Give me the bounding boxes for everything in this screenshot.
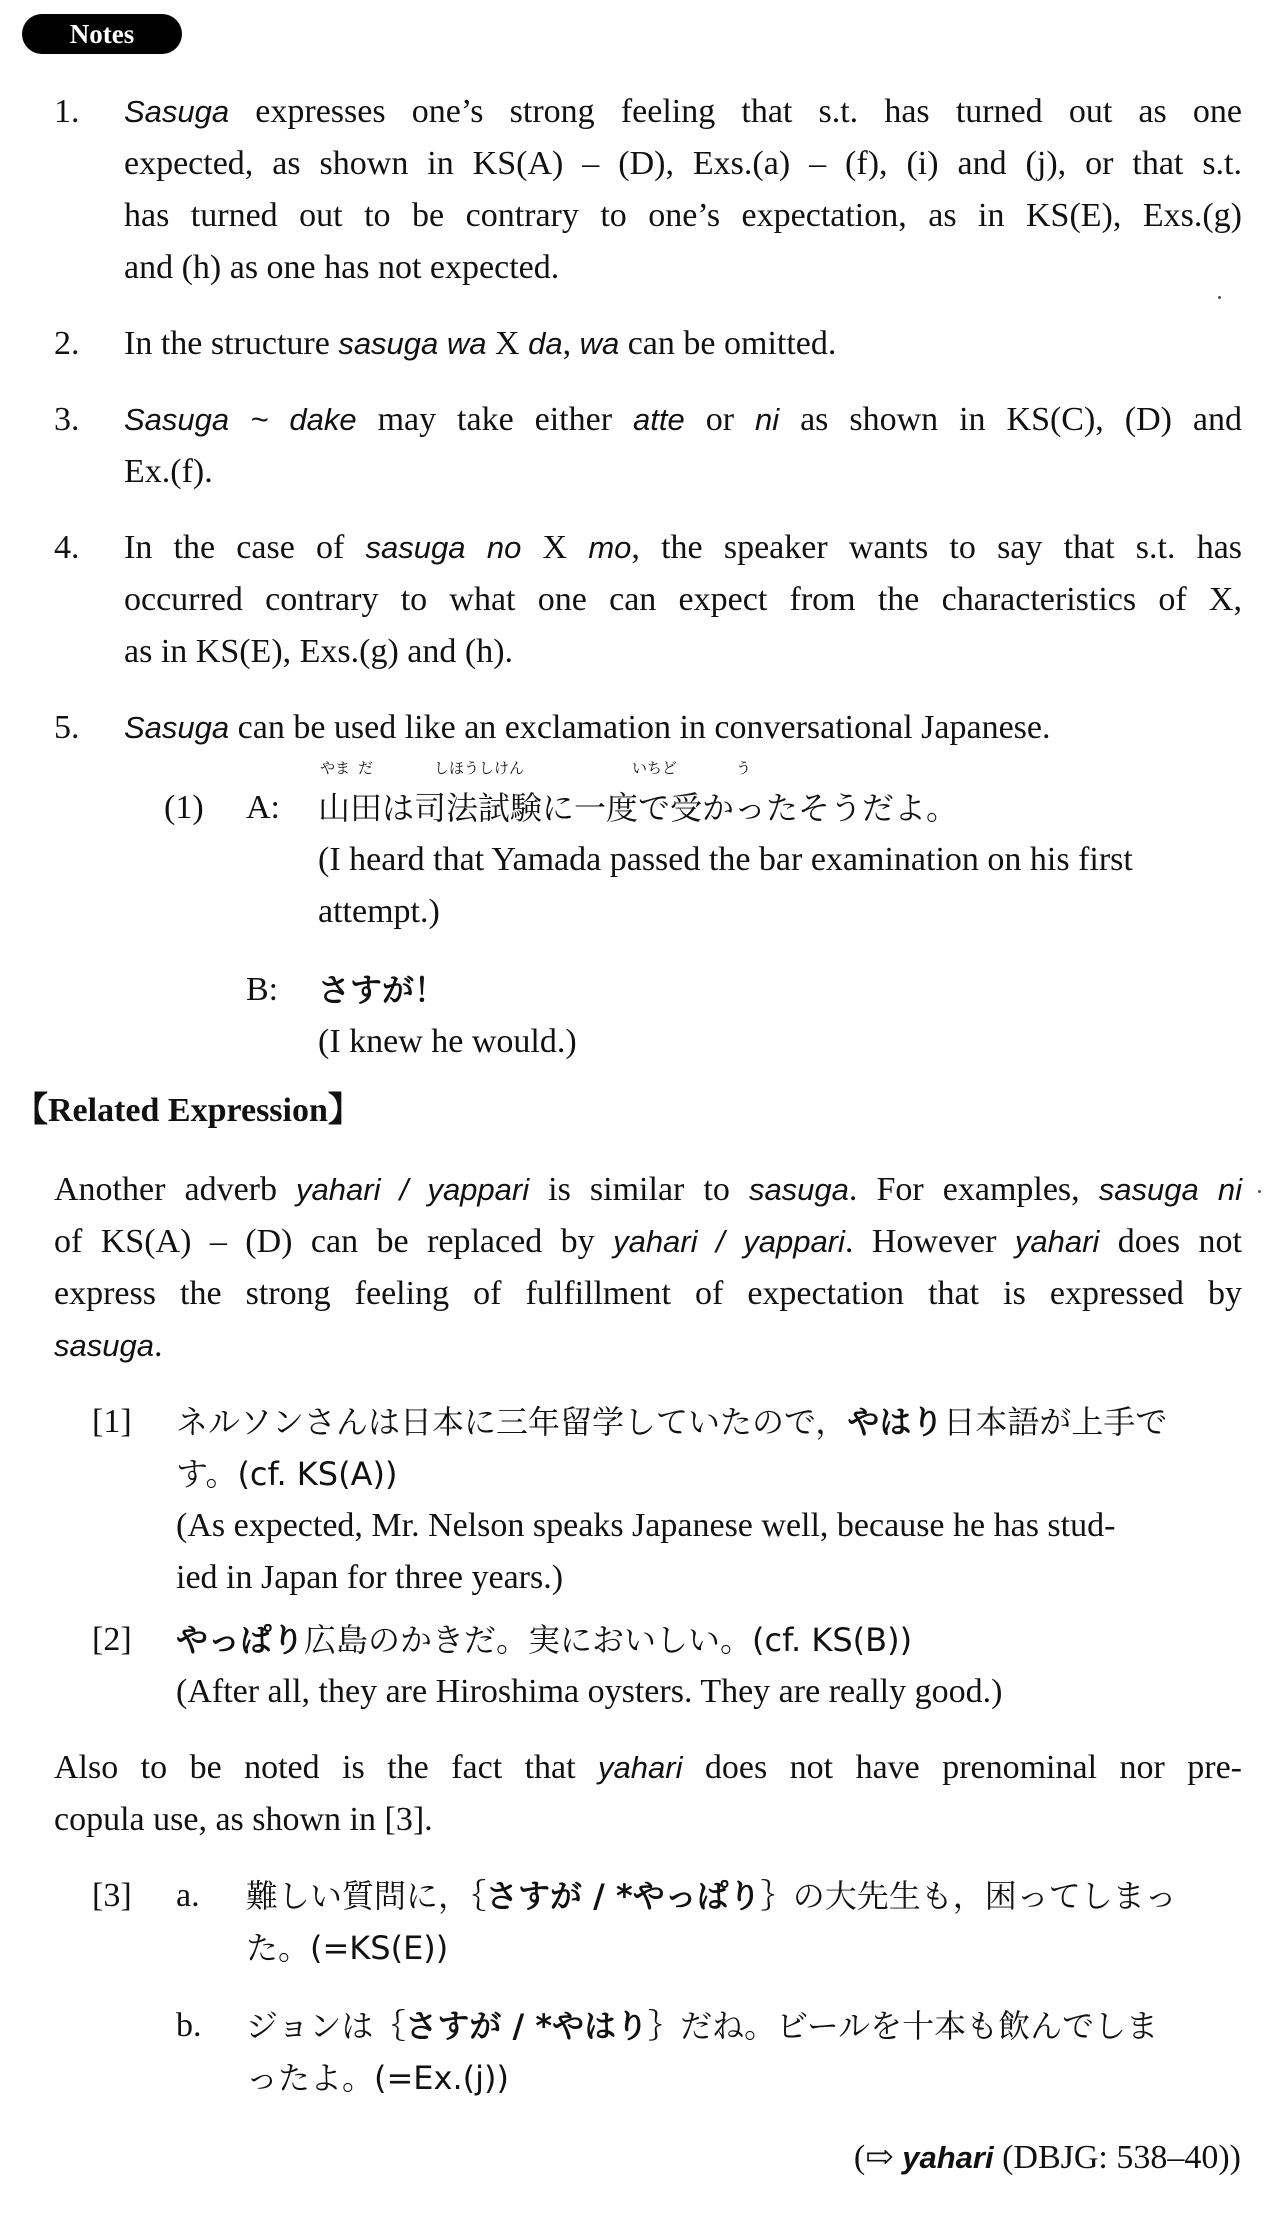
related-expression-heading: 【Related Expression】	[14, 1092, 362, 1129]
related-paragraph-2: Also to be noted is the fact that yahari does not have prenominal nor pre- copula use, as shown in [3].	[54, 1749, 1242, 1838]
speaker-a-label: A:	[246, 789, 280, 826]
note-number: 2.	[54, 325, 80, 362]
related-example-3b: ジョンは｛さすが / *やはり｝だね。ビールを十本も飲んでしま ったよ。(=Ex.(j))	[246, 2007, 1159, 2097]
example-b-translation: (I knew he would.)	[318, 1023, 577, 1060]
cross-reference: (⇨ yahari (DBJG: 538–40))	[853, 2139, 1241, 2176]
note-number: 3.	[54, 401, 80, 438]
related-paragraph-1: Another adverb yahari / yappari is similar to sasuga. For examples, sasuga ni of KS(A) – (D) can be replaced by yahari / yappari. However yahari does not express the strong feeling of fulfillment of expectation that is expressed by sasuga.	[54, 1171, 1242, 1364]
related-example-number: [2]	[92, 1621, 132, 1658]
example-a-japanese: 山田は司法試験に一度で受かったそうだよ。	[318, 789, 959, 827]
note-1: Sasuga expresses one’s strong feeling that s.t. has turned out as one expected, as shown in KS(A) – (D), Exs.(a) – (f), (i) and (j), or that s.t. has turned out to be contrary to one’s expectation, as in KS(E), Exs.(g) and (h) as one has not expected.	[124, 93, 1242, 286]
note-number: 4.	[54, 529, 80, 566]
notes-badge: Notes	[22, 14, 182, 54]
example-3a-label: a.	[176, 1877, 200, 1914]
related-example-number: [1]	[92, 1403, 132, 1440]
note-5: Sasuga can be used like an exclamation in conversational Japanese.	[124, 709, 1051, 746]
example-a-translation: (I heard that Yamada passed the bar examination on his first attempt.)	[318, 841, 1133, 930]
related-example-3a: 難しい質問に，｛さすが / *やっぱり｝の大先生も，困ってしまっ た。(=KS(E))	[246, 1877, 1177, 1967]
related-example-2: やっぱり広島のかきだ。実においしい。(cf. KS(B)) (After all, they are Hiroshima oysters. They are really good.)	[176, 1621, 1003, 1710]
note-2: In the structure sasuga wa X da, wa can be omitted.	[124, 325, 837, 362]
example-3b-label: b.	[176, 2007, 202, 2044]
speaker-b-label: B:	[246, 971, 279, 1008]
related-example-number: [3]	[92, 1877, 132, 1914]
stray-mark	[1218, 296, 1221, 299]
note-3: Sasuga ~ dake may take either atte or ni as shown in KS(C), (D) and Ex.(f).	[124, 401, 1242, 490]
note-number: 5.	[54, 709, 80, 746]
related-example-1: ネルソンさんは日本に三年留学していたので，やはり日本語が上手で す。(cf. KS(A)) (As expected, Mr. Nelson speaks Japanese well, because he has stud- ied in Japan for three years.)	[176, 1403, 1168, 1596]
note-4: In the case of sasuga no X mo, the speaker wants to say that s.t. has occurred contrary to what one can expect from the characteristics of X, as in KS(E), Exs.(g) and (h).	[124, 529, 1243, 670]
example-b-japanese: さすが！	[318, 971, 447, 1009]
stray-mark	[1258, 1190, 1261, 1193]
example-number: (1)	[164, 789, 204, 826]
note-number: 1.	[54, 93, 80, 130]
